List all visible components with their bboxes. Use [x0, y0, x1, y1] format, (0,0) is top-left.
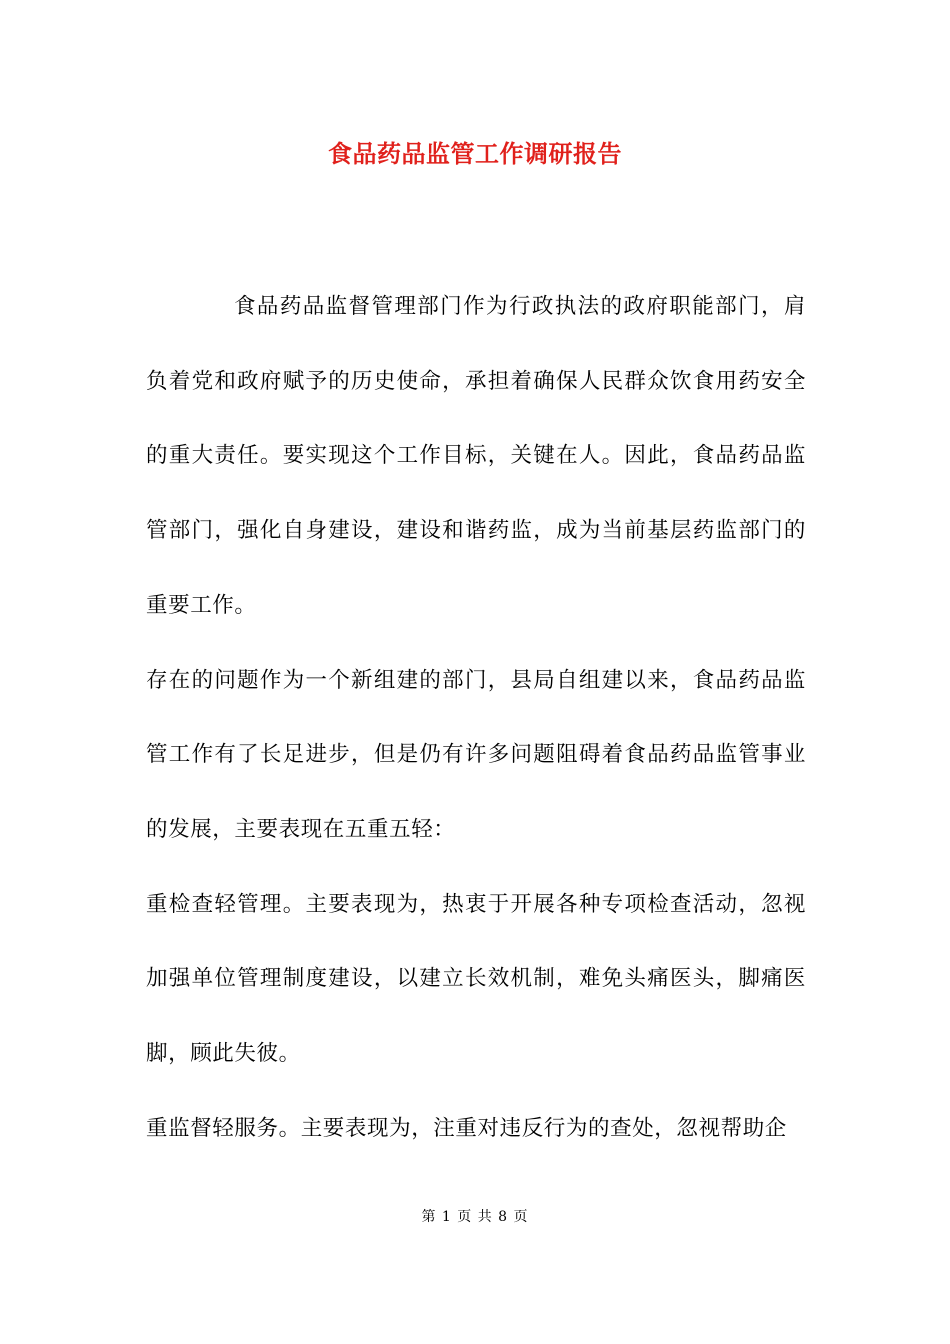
document-body: [146, 270, 806, 1166]
paragraph-inspection: 重检查轻管理。主要表现为，热衷于开展各种专项检查活动，忽视加强单位管理制度建设，以建立长效机制，难免头痛医头，脚痛医脚，顾此失彼。: [146, 891, 806, 1067]
document-title: 食品药品监管工作调研报告: [328, 139, 622, 168]
paragraph-problems: 存在的问题作为一个新组建的部门，县局自组建以来，食品药品监管工作有了长足进步，但是仍有许多问题阻碍着食品药品监管事业的发展，主要表现在五重五轻：: [146, 667, 806, 842]
paragraph-intro: 食品药品监督管理部门作为行政执法的政府职能部门，肩负着党和政府赋予的历史使命，承担着确保人民群众饮食用药安全的重大责任。要实现这个工作目标，关键在人。因此，食品药品监管部门，强化自身建设，建设和谐药监，成为当前基层药监部门的重要工作。: [146, 294, 806, 618]
paragraph-supervision: 重监督轻服务。主要表现为，注重对违反行为的查处，忽视帮助企: [146, 1115, 787, 1141]
page-number-footer: 第 1 页 共 8 页: [421, 1209, 529, 1225]
